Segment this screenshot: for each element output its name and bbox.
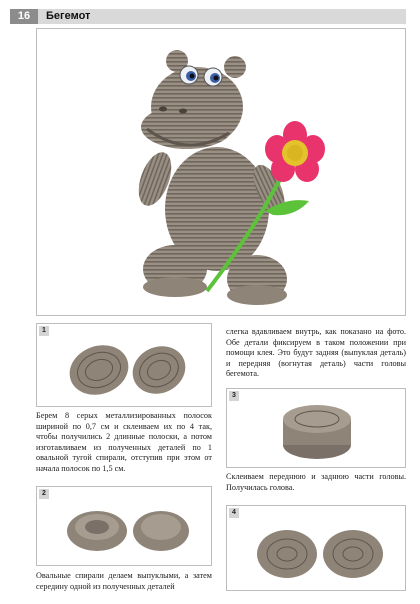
- hippo-muzzle: [141, 105, 233, 149]
- oval-spirals-illustration: [37, 324, 212, 407]
- hippo-body: [165, 147, 269, 271]
- right-ear: [224, 56, 246, 78]
- step-4-photo: [226, 505, 406, 591]
- two-spirals-illustration: [227, 506, 406, 591]
- step-number: 3: [229, 391, 239, 401]
- hippo-photo: [36, 28, 406, 316]
- hippo-illustration: [37, 29, 406, 316]
- step-number: 4: [229, 508, 239, 518]
- running-header: [10, 9, 406, 24]
- assembled-head-illustration: [227, 389, 406, 468]
- step-2-text: Овальные спирали делаем выпуклыми, а затем середину одной из полученных деталей: [36, 571, 212, 591]
- flower: [265, 121, 325, 182]
- step-2-photo: [36, 486, 212, 566]
- convex-spirals-illustration: [37, 487, 212, 566]
- step-number: 1: [39, 326, 49, 336]
- step-1-text: Берем 8 серых металлизированных полосок шириной по 0,7 см и склеиваем их по 4 так, чтобы получились 2 длинные полоски, а потом изготавливаем из полученных деталей по 1 овальной тугой спирали, отступив при этом от начала полосок по 1,5 см.: [36, 411, 212, 473]
- chapter-title: Бегемот: [46, 10, 91, 22]
- step-1-photo: [36, 323, 212, 407]
- step-3-photo: [226, 388, 406, 468]
- step-number: 2: [39, 489, 49, 499]
- step-3-text: Склеиваем переднюю и заднюю части головы. Получилась голова.: [226, 472, 406, 492]
- step-2-continued-text: слегка вдавливаем внутрь, как показано на фото. Обе детали фиксируем в таком положении при помощи клея. Это будут задняя (выпуклая деталь) и передняя (вогнутая деталь) части головы бегемота.: [226, 327, 406, 378]
- page-number: 16: [10, 9, 38, 24]
